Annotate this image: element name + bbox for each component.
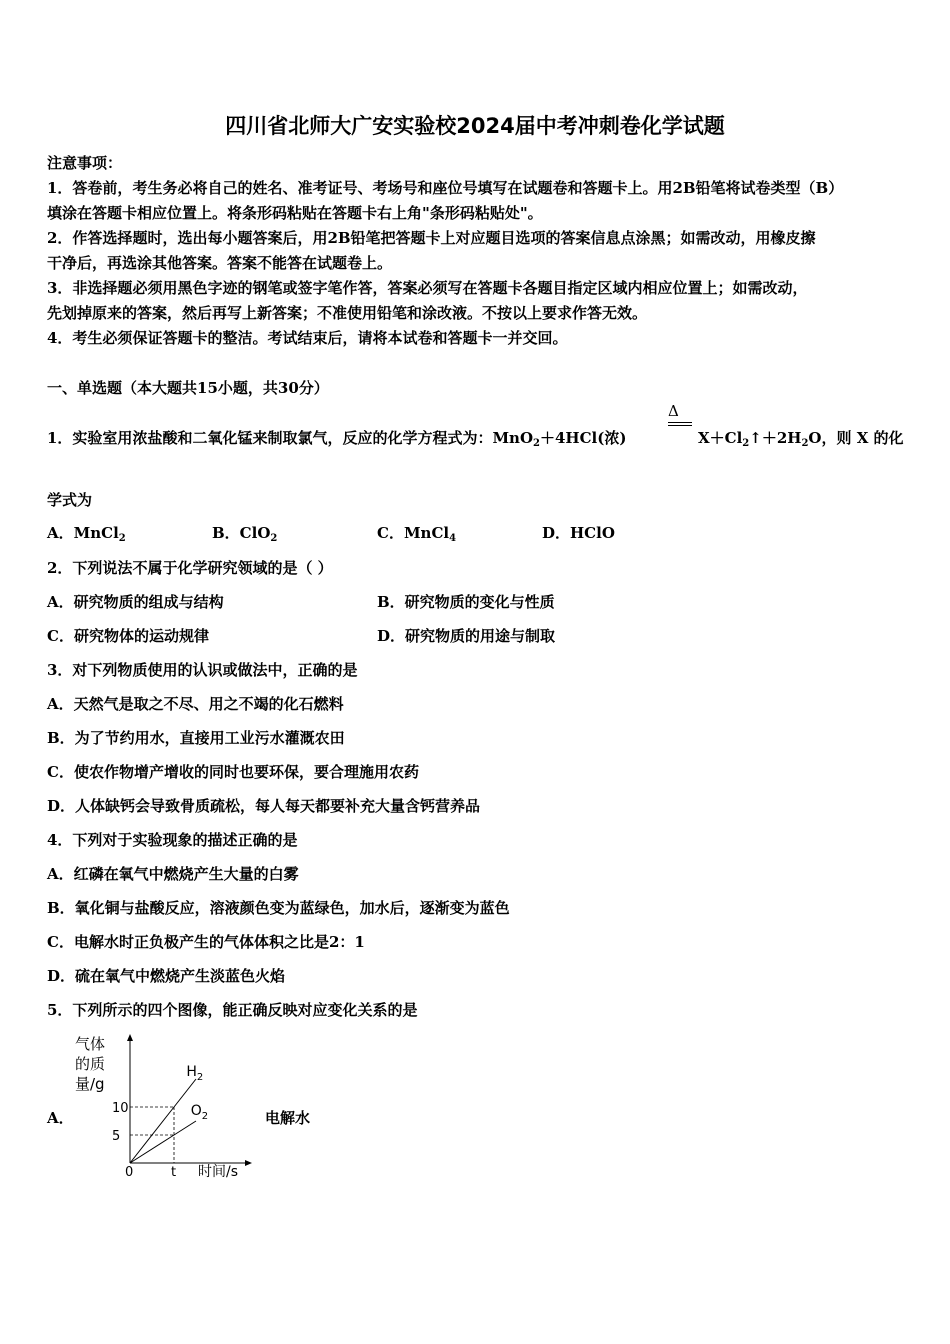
q2-stem: 2．下列说法不属于化学研究领域的是（ ）: [47, 559, 333, 577]
notice-heading: 注意事项：: [47, 154, 123, 172]
y-label-line-3: 量/g: [75, 1075, 105, 1093]
q1-option-a[interactable]: A．MnCl$_2$: [47, 524, 126, 544]
delta-symbol: Δ: [668, 402, 679, 420]
series-line-o2: [130, 1121, 196, 1163]
q1-option-b[interactable]: B．ClO$_2$: [212, 524, 278, 544]
q3-option-b[interactable]: B．为了节约用水，直接用工业污水灌溉农田: [47, 729, 345, 747]
q4-option-c[interactable]: C．电解水时正负极产生的气体体积之比是2：1: [47, 933, 365, 951]
q2-option-d[interactable]: D．研究物质的用途与制取: [377, 627, 556, 645]
q3-option-a[interactable]: A．天然气是取之不尽、用之不竭的化石燃料: [47, 695, 344, 713]
series-label: $H_2$: [186, 1064, 204, 1084]
q1-option-d[interactable]: D．HClO: [542, 524, 615, 542]
y-label-line-2: 的质: [75, 1055, 106, 1073]
notice-line: 3．非选择题必须用黑色字迹的钢笔或签字笔作答，答案必须写在答题卡各题目指定区域内相应位置上；如需改动，: [47, 279, 808, 297]
y-label-line-1: 气体: [75, 1035, 106, 1053]
notice-line: 填涂在答题卡相应位置上。将条形码粘贴在答题卡右上角"条形码粘贴处"。: [47, 204, 543, 222]
section-heading: 一、单选题（本大题共15小题，共30分）: [47, 379, 329, 397]
notice-line: 1．答卷前，考生务必将自己的姓名、准考证号、考场号和座位号填写在试题卷和答题卡上。用2B铅笔将试卷类型（B）: [47, 179, 844, 197]
y-axis-arrow: [127, 1034, 133, 1041]
notice-line: 干净后，再选涂其他答案。答案不能答在试题卷上。: [47, 254, 393, 272]
q4-option-b[interactable]: B．氧化铜与盐酸反应，溶液颜色变为蓝绿色，加水后，逐渐变为蓝色: [47, 899, 510, 917]
y-tick-label: 5: [112, 1129, 121, 1144]
page-title: 四川省北师大广安实验校2024届中考冲刺卷化学试题: [225, 114, 725, 138]
q2-option-c[interactable]: C．研究物体的运动规律: [47, 627, 209, 645]
q3-stem: 3．对下列物质使用的认识或做法中，正确的是: [47, 661, 358, 679]
x-axis-label: 时间/s: [198, 1164, 239, 1180]
equation-bar: [668, 425, 692, 426]
series-label: $O_2$: [190, 1102, 209, 1122]
x-axis-arrow: [245, 1160, 252, 1166]
equation-bar: [668, 422, 692, 423]
q1-option-c[interactable]: C．MnCl$_4$: [377, 524, 457, 544]
q5-stem: 5．下列所示的四个图像，能正确反映对应变化关系的是: [47, 1001, 418, 1019]
notice-line: 4．考生必须保证答题卡的整洁。考试结束后，请将本试卷和答题卡一并交回。: [47, 329, 568, 347]
x-tick-label-t: t: [171, 1165, 177, 1180]
q1-stem: [47, 427, 626, 449]
q2-option-a[interactable]: A．研究物质的组成与结构: [47, 593, 224, 611]
q5-option-a-caption: 电解水: [265, 1109, 311, 1127]
q4-option-d[interactable]: D．硫在氧气中燃烧产生淡蓝色火焰: [47, 967, 286, 985]
notice-line: 2．作答选择题时，选出每小题答案后，用2B铅笔把答题卡上对应题目选项的答案信息点涂黑；如需改动，用橡皮擦: [47, 229, 816, 247]
q4-stem: 4．下列对于实验现象的描述正确的是: [47, 831, 298, 849]
q3-option-d[interactable]: D．人体缺钙会导致骨质疏松，每人每天都要补充大量含钙营养品: [47, 797, 481, 815]
q2-option-b[interactable]: B．研究物质的变化与性质: [377, 593, 555, 611]
y-tick-label: 10: [112, 1101, 129, 1116]
notice-line: 先划掉原来的答案，然后再写上新答案；不准使用铅笔和涂改液。不按以上要求作答无效。: [47, 304, 648, 322]
q1-eq-right: $X+Cl_2↑+2H_2O$，则 X 的化: [698, 429, 904, 449]
q5-option-a[interactable]: A．: [47, 1109, 74, 1127]
q3-option-c[interactable]: C．使农作物增产增收的同时也要环保，要合理施用农药: [47, 763, 419, 781]
q4-option-a[interactable]: A．红磷在氧气中燃烧产生大量的白雾: [47, 865, 299, 883]
origin-label: 0: [125, 1165, 134, 1180]
electrolysis-chart: [70, 1028, 270, 1188]
q1-stem-cont: 学式为: [47, 491, 93, 509]
q1-text: 1．实验室用浓盐酸和二氧化锰来制取氯气，反应的化学方程式为：: [47, 429, 493, 447]
series-line-h2: [130, 1079, 196, 1163]
q1-eq-left: MnO$_2$＋4HCl(浓): [492, 429, 627, 449]
